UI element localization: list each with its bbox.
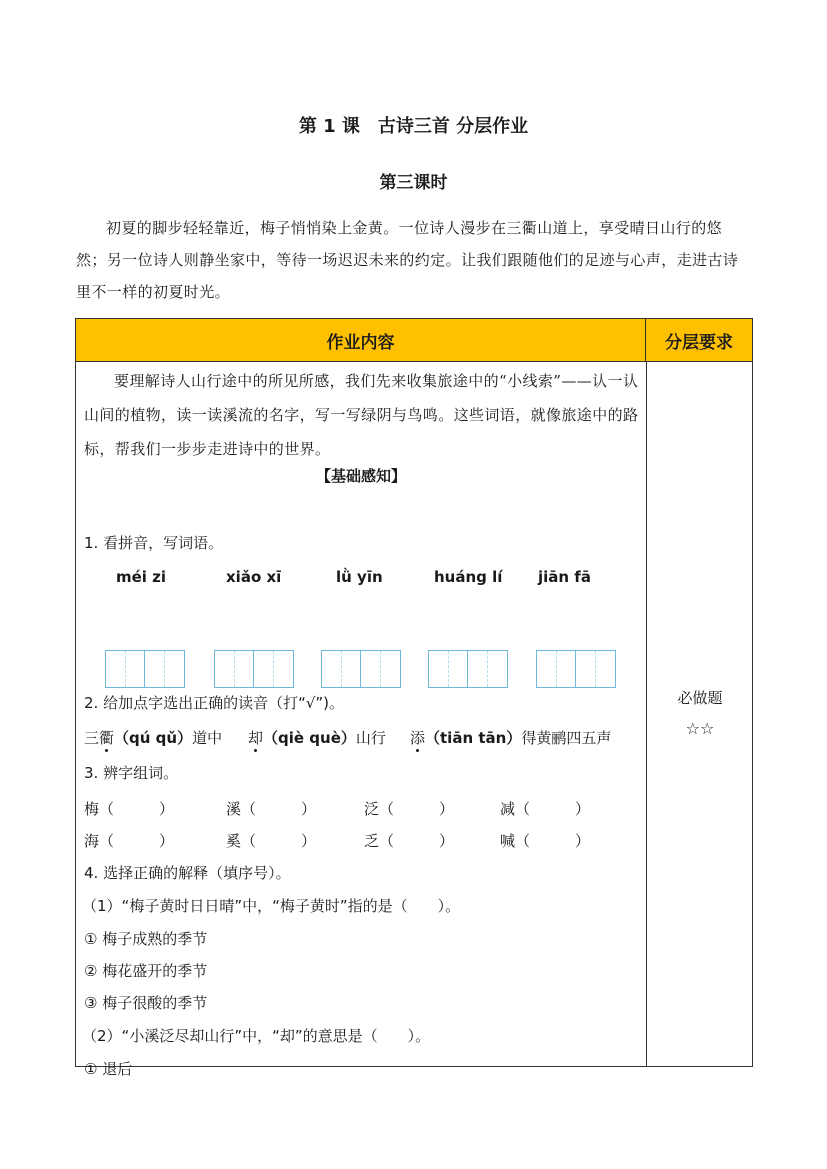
- q2-item-1-post: 道中: [192, 729, 223, 747]
- header-level: 分层要求: [646, 319, 752, 362]
- pinyin-3: lǜ yīn: [336, 568, 383, 586]
- question-3: 3. 辨字组词。: [84, 764, 179, 782]
- q4-2-option-1[interactable]: ① 退后: [84, 1060, 133, 1078]
- q2-item-2-opts[interactable]: （qiè què）: [263, 729, 356, 747]
- writing-grid-4[interactable]: [428, 650, 508, 688]
- column-divider: [646, 362, 647, 1067]
- q3-r1-c4[interactable]: 减（ ）: [500, 800, 591, 818]
- writing-grid-3[interactable]: [321, 650, 401, 688]
- q2-item-3-opts[interactable]: （tiān tān）: [425, 729, 522, 747]
- pinyin-5: jiān fā: [538, 568, 591, 586]
- q4-1-option-2[interactable]: ② 梅花盛开的季节: [84, 962, 208, 980]
- pinyin-2: xiǎo xī: [226, 568, 282, 586]
- q2-item-3-post: 得黄鹂四五声: [521, 729, 612, 747]
- q2-item-2: [248, 727, 386, 748]
- q3-r2-c1[interactable]: 海（ ）: [84, 832, 175, 850]
- q3-r2-c3[interactable]: 乏（ ）: [364, 832, 455, 850]
- question-1: 1. 看拼音，写词语。: [84, 534, 224, 552]
- question-4: 4. 选择正确的解释（填序号）。: [84, 864, 291, 882]
- level-required: 必做题: [677, 689, 723, 707]
- page-title: 第 1 课 古诗三首 分层作业: [298, 116, 529, 137]
- q2-item-2-post: 山行: [355, 729, 386, 747]
- writing-grid-2[interactable]: [214, 650, 294, 688]
- level-stars: ☆☆: [685, 719, 715, 738]
- q3-r1-c2[interactable]: 溪（ ）: [226, 800, 317, 818]
- q3-r2-c2[interactable]: 奚（ ）: [226, 832, 317, 850]
- question-4-2: （2）“小溪泛尽却山行”中，“却”的意思是（ ）。: [82, 1027, 431, 1045]
- pinyin-4: huáng lí: [434, 568, 503, 586]
- q4-1-option-1[interactable]: ① 梅子成熟的季节: [84, 930, 208, 948]
- pinyin-1: méi zi: [116, 568, 167, 586]
- q2-item-3-char: 添: [410, 729, 426, 747]
- homework-table: [75, 318, 753, 1078]
- q2-item-1-pre: 三: [84, 729, 100, 747]
- writing-grid-1[interactable]: [105, 650, 185, 688]
- intro-paragraph: 初夏的脚步轻轻靠近，梅子悄悄染上金黄。一位诗人漫步在三衢山道上，享受晴日山行的悠然；另一位诗人则静坐家中，等待一场迟迟未来的约定。让我们跟随他们的足迹与心声，走进古诗里不一样的初夏时光。: [76, 219, 739, 301]
- header-content: 作业内容: [76, 319, 646, 362]
- q3-r1-c3[interactable]: 泛（ ）: [364, 800, 455, 818]
- writing-grid-5[interactable]: [536, 650, 616, 688]
- question-4-1: （1）“梅子黄时日日晴”中，“梅子黄时”指的是（ ）。: [82, 897, 461, 915]
- q2-item-1-char: 衢: [99, 729, 115, 747]
- section-basic: 【基础感知】: [315, 467, 406, 485]
- question-2: 2. 给加点字选出正确的读音（打“√”)。: [84, 694, 345, 712]
- q2-item-2-char: 却: [248, 729, 264, 747]
- content-cell: [76, 362, 646, 1078]
- lead-paragraph: 要理解诗人山行途中的所见所感，我们先来收集旅途中的“小线索”——认一认山间的植物，读一读溪流的名字，写一写绿阴与鸟鸣。这些词语，就像旅途中的路标，帮我们一步步走进诗中的世界。: [84, 372, 639, 458]
- q2-item-3: [410, 727, 611, 748]
- q3-r2-c4[interactable]: 喊（ ）: [500, 832, 591, 850]
- page-subtitle: 第三课时: [379, 173, 448, 193]
- q3-r1-c1[interactable]: 梅（ ）: [84, 800, 175, 818]
- q2-item-1-opts[interactable]: （qú qǔ）: [114, 729, 193, 747]
- q4-1-option-3[interactable]: ③ 梅子很酸的季节: [84, 994, 208, 1012]
- q2-item-1: [84, 727, 222, 748]
